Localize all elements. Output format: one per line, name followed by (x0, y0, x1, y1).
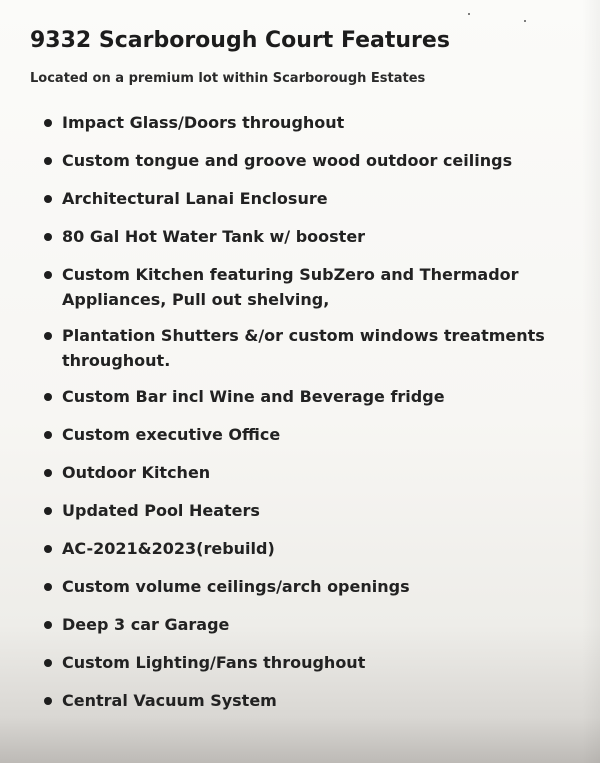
feature-item (44, 262, 584, 312)
feature-text: Custom tongue and groove wood outdoor ceilings (62, 151, 513, 170)
feature-item (44, 422, 584, 447)
feature-text: Custom Kitchen featuring SubZero and Thermador Appliances, Pull out shelving, (62, 265, 519, 309)
feature-text: Custom Bar incl Wine and Beverage fridge (62, 387, 445, 406)
bullet-icon (44, 157, 52, 165)
feature-text: Plantation Shutters &/or custom windows treatments throughout. (62, 326, 545, 370)
feature-text: Central Vacuum System (62, 691, 277, 710)
bullet-icon (44, 233, 52, 241)
feature-text: Impact Glass/Doors throughout (62, 113, 345, 132)
bullet-icon (44, 332, 52, 340)
feature-text: Custom executive Office (62, 425, 281, 444)
bullet-icon (44, 271, 52, 279)
page-title: 9332 Scarborough Court Features (30, 28, 450, 53)
feature-item (44, 110, 584, 135)
feature-list (44, 110, 584, 726)
feature-item (44, 460, 584, 485)
feature-item (44, 650, 584, 675)
bullet-icon (44, 659, 52, 667)
feature-item (44, 536, 584, 561)
paper-speck (468, 13, 470, 15)
feature-item (44, 224, 584, 249)
bullet-icon (44, 431, 52, 439)
feature-item (44, 688, 584, 713)
feature-item (44, 498, 584, 523)
feature-text: Architectural Lanai Enclosure (62, 189, 328, 208)
bullet-icon (44, 469, 52, 477)
feature-text: Deep 3 car Garage (62, 615, 230, 634)
bullet-icon (44, 621, 52, 629)
paper-speck (524, 20, 526, 22)
bullet-icon (44, 697, 52, 705)
feature-text: Updated Pool Heaters (62, 501, 260, 520)
bullet-icon (44, 583, 52, 591)
feature-item (44, 384, 584, 409)
bullet-icon (44, 507, 52, 515)
feature-text: Custom Lighting/Fans throughout (62, 653, 366, 672)
feature-text: AC-2021&2023(rebuild) (62, 539, 275, 558)
bullet-icon (44, 393, 52, 401)
bullet-icon (44, 119, 52, 127)
feature-text: Outdoor Kitchen (62, 463, 211, 482)
feature-item (44, 612, 584, 637)
page-subtitle: Located on a premium lot within Scarborough Estates (30, 71, 426, 86)
bullet-icon (44, 545, 52, 553)
feature-item (44, 186, 584, 211)
feature-item (44, 574, 584, 599)
feature-text: Custom volume ceilings/arch openings (62, 577, 410, 596)
feature-item (44, 148, 584, 173)
feature-text: 80 Gal Hot Water Tank w/ booster (62, 227, 366, 246)
bullet-icon (44, 195, 52, 203)
feature-item (44, 323, 584, 373)
